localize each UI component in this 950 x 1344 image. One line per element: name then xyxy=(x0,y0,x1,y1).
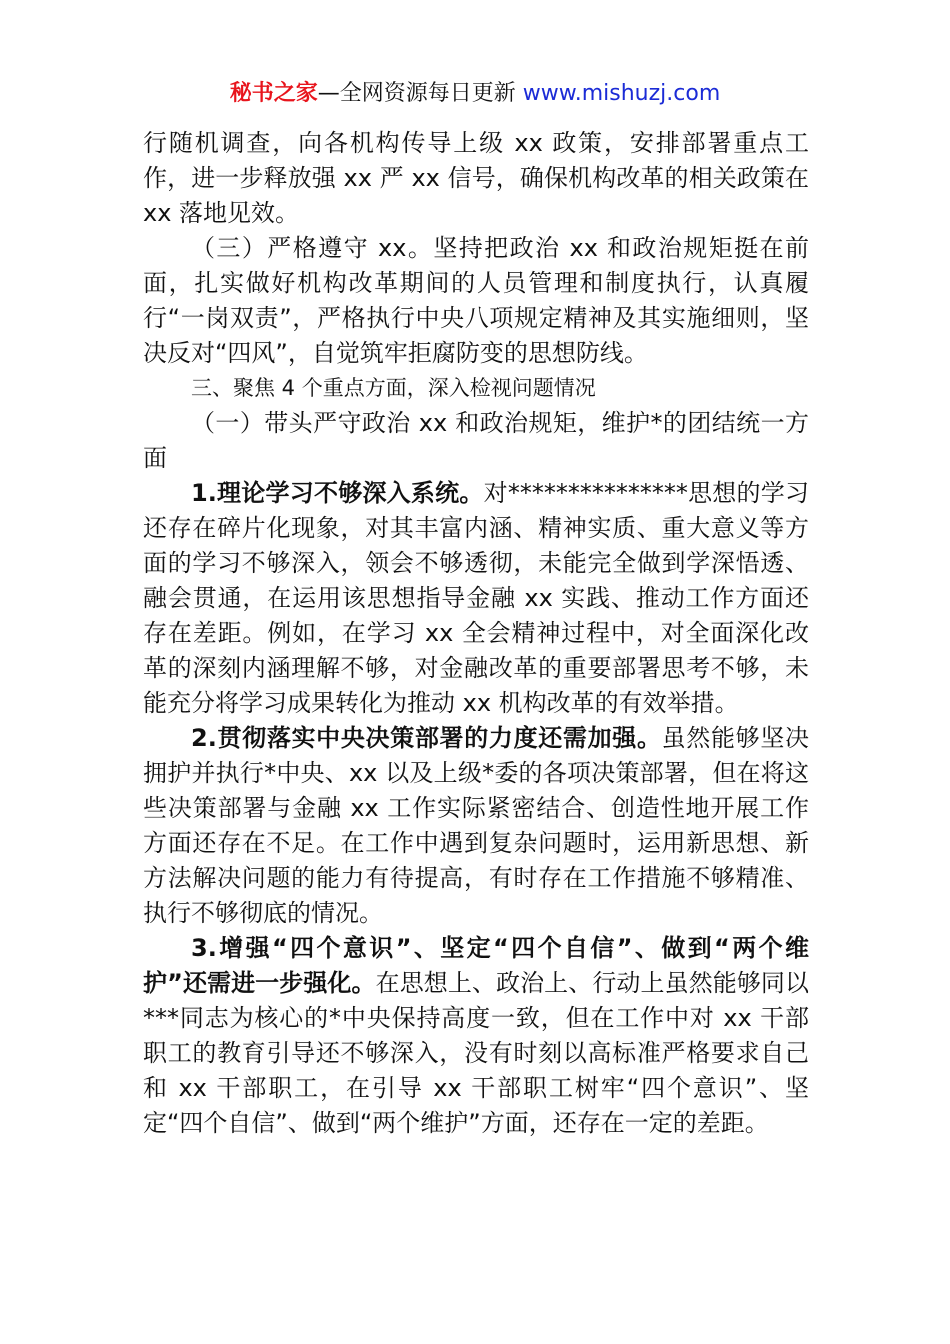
issue-paragraph-3 xyxy=(143,931,809,1141)
issue-paragraph-2 xyxy=(143,721,809,931)
issue-text: 虽然能够坚决拥护并执行*中央、xx 以及上级*委的各项决策部署，但在将这些决策部署与金融 xx 工作实际紧密结合、创造性地开展工作方面还存在不足。在工作中遇到复杂问题时，运用新思想、新方法解决问题的能力有待提高，有时存在工作措施不够精准、执行不够彻底的情况。 xyxy=(143,724,809,927)
section-heading xyxy=(143,371,809,406)
issue-title: 2.贯彻落实中央决策部署的力度还需加强。 xyxy=(191,724,662,752)
heading-text: 三、聚焦 4 个重点方面，深入检视问题情况 xyxy=(191,376,596,400)
document-body xyxy=(143,126,809,1141)
subsection-heading xyxy=(143,406,809,476)
issue-paragraph-1 xyxy=(143,476,809,721)
paragraph-text: 行随机调查，向各机构传导上级 xx 政策，安排部署重点工作，进一步释放强 xx 严 xx 信号，确保机构改革的相关政策在 xx 落地见效。 xyxy=(143,129,809,227)
heading-text: （一）带头严守政治 xx 和政治规矩，维护*的团结统一方面 xyxy=(143,409,809,472)
paragraph-continuation xyxy=(143,126,809,231)
issue-title: 3.增强“四个意识”、坚定“四个自信”、做到“两个维护”还需进一步强化。 xyxy=(143,934,809,997)
paragraph-section-three-sub xyxy=(143,231,809,371)
issue-title: 1.理论学习不够深入系统。 xyxy=(191,479,484,507)
site-url[interactable]: www.mishuzj.com xyxy=(522,81,721,106)
paragraph-text: （三）严格遵守 xx。坚持把政治 xx 和政治规矩挺在前面，扎实做好机构改革期间的人员管理和制度执行，认真履行“一岗双责”，严格执行中央八项规定精神及其实施细则，坚决反对“四风”，自觉筑牢拒腐防变的思想防线。 xyxy=(143,234,809,367)
issue-text: 在思想上、政治上、行动上虽然能够同以***同志为核心的*中央保持高度一致，但在工作中对 xx 干部职工的教育引导还不够深入，没有时刻以高标准严格要求自己和 xx 干部职工，在引导 xx 干部职工树牢“四个意识”、坚定“四个自信”、做到“两个维护”方面，还存在一定的差距。 xyxy=(143,969,810,1137)
page-header xyxy=(0,78,950,110)
issue-text: 对***************思想的学习还存在碎片化现象，对其丰富内涵、精神实质、重大意义等方面的学习不够深入，领会不够透彻，未能完全做到学深悟透、融会贯通，在运用该思想指导金融 xx 实践、推动工作方面还存在差距。例如，在学习 xx 全会精神过程中，对全面深化改革的深刻内涵理解不够，对金融改革的重要部署思考不够，未能充分将学习成果转化为推动 xx 机构改革的有效举措。 xyxy=(143,479,809,717)
header-slogan: —全网资源每日更新 xyxy=(317,81,523,106)
brand-name: 秘书之家 xyxy=(229,81,318,106)
